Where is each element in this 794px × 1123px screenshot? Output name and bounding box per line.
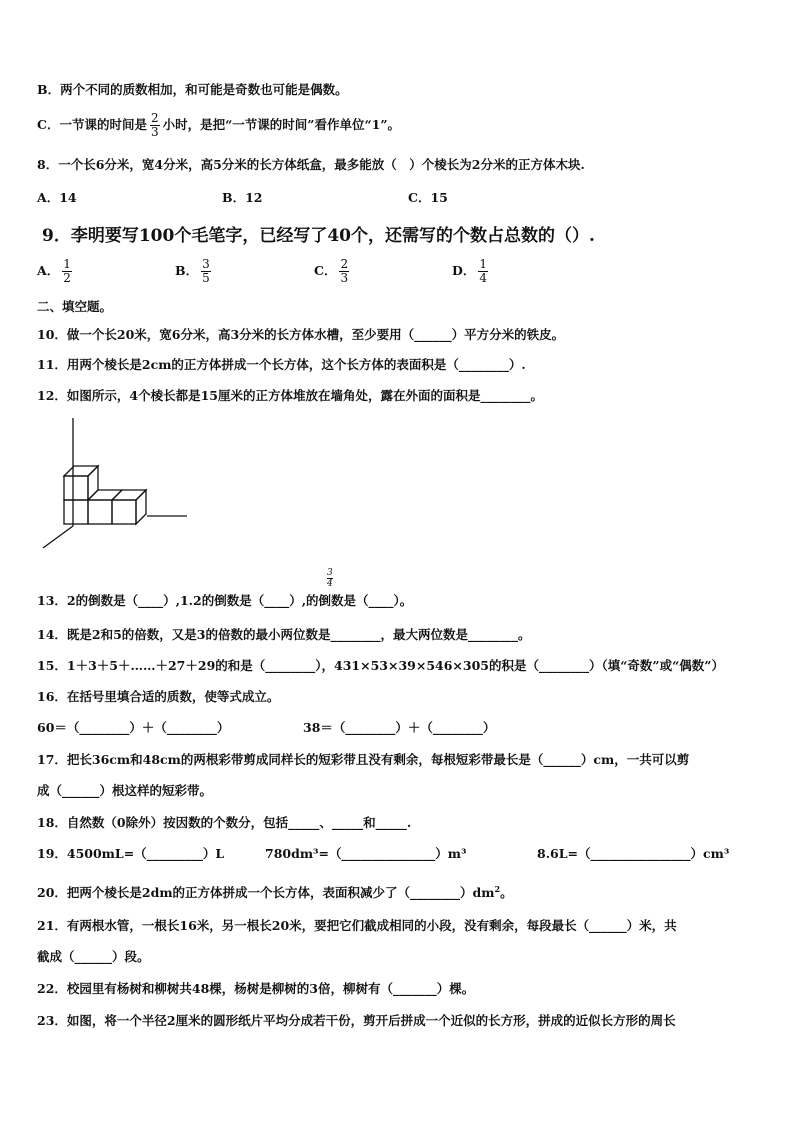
- question-17-line1: 17．把长36cm和48cm的两根彩带剪成同样长的短彩带且没有剩余，每根短彩带最长是（______）cm，一共可以剪: [37, 752, 690, 767]
- question-13: [37, 593, 412, 609]
- question-23: 23．如图，将一个半径2厘米的圆形纸片平均分成若干份，剪开后拼成一个近似的长方形，拼成的近似长方形的周长: [37, 1013, 676, 1028]
- fraction-numerator: 2: [150, 111, 159, 125]
- q13-part-a: 13．2的倒数是（____）,1.2的倒数是（____）,: [37, 593, 307, 608]
- question-10: 10．做一个长20米，宽6分米，高3分米的长方体水槽，至少要用（______）平方分米的铁皮。: [37, 327, 565, 342]
- q13-mini-denominator: 4: [327, 579, 333, 589]
- q9-option-c-label: C．: [314, 263, 337, 278]
- q9-option-a-label: A．: [37, 263, 60, 278]
- q9-a-denominator: 2: [63, 271, 71, 285]
- option-c-suffix: 小时，是把“一节课的时间”看作单位“1”。: [162, 117, 401, 132]
- q9-option-b[interactable]: [175, 258, 214, 285]
- q13-small-fraction: [327, 568, 333, 589]
- question-14: 14．既是2和5的倍数，又是3的倍数的最小两位数是________，最大两位数是________。: [37, 627, 531, 642]
- q20-text: 20．把两个棱长是2dm的正方体拼成一个长方体，表面积减少了（________）dm: [37, 885, 495, 901]
- bottom-row-side-face: [136, 490, 146, 524]
- q9-d-numerator: 1: [479, 257, 487, 271]
- question-15: 15．1＋3＋5＋……＋27＋29的和是（________），431×53×39×546×305的积是（________）（填“奇数”或“偶数”）: [37, 658, 725, 673]
- q13-part-b: 的倒数是（____）。: [306, 593, 413, 608]
- q8-option-c[interactable]: C．15: [408, 190, 448, 205]
- question-8: 8．一个长6分米，宽4分米，高5分米的长方体纸盒，最多能放（ ）个棱长为2分米的正方体木块.: [37, 157, 585, 172]
- question-18: 18．自然数（0除外）按因数的个数分，包括_____、_____和_____.: [37, 815, 412, 830]
- q8-option-a[interactable]: A．14: [37, 190, 77, 205]
- q16-equation-a: 60＝（________）＋（________）: [37, 720, 230, 735]
- option-c-prefix: C．一节课的时间是: [37, 117, 147, 132]
- question-20: [37, 881, 513, 901]
- question-22: 22．校园里有杨树和柳树共48棵，杨树是柳树的3倍，柳树有（_______）棵。: [37, 981, 475, 996]
- option-b-line: B．两个不同的质数相加，和可能是奇数也可能是偶数。: [37, 82, 348, 97]
- q19-part-b: 780dm³=（_______________）m³: [265, 846, 467, 861]
- q9-a-numerator: 1: [63, 257, 71, 271]
- fraction-two-thirds: [150, 112, 160, 139]
- section-fill-in-title: 二、填空题。: [37, 299, 113, 314]
- cube-corner-figure: [37, 418, 197, 553]
- q9-c-denominator: 3: [340, 271, 349, 285]
- question-21-line2: 截成（______）段。: [37, 949, 150, 964]
- bottom-cube-2: [88, 500, 112, 524]
- question-21-line1: 21．有两根水管，一根长16米，另一根长20米，要把它们截成相同的小段，没有剩余，每段最长（______）米，共: [37, 918, 677, 933]
- q9-option-d-label: D．: [452, 263, 476, 278]
- q9-option-d[interactable]: [452, 258, 491, 285]
- q9-b-numerator: 3: [202, 257, 210, 271]
- fraction-denominator: 3: [150, 125, 159, 139]
- question-9: 9．李明要写100个毛笔字，已经写了40个，还需写的个数占总数的（）.: [42, 226, 595, 246]
- q9-c-numerator: 2: [340, 257, 349, 271]
- q20-exponent: 2: [494, 884, 501, 894]
- question-11: 11．用两个棱长是2cm的正方体拼成一个长方体，这个长方体的表面积是（________）.: [37, 357, 526, 372]
- question-12: 12．如图所示，4个棱长都是15厘米的正方体堆放在墙角处，露在外面的面积是________。: [37, 388, 543, 403]
- top-cube-front-face: [64, 476, 88, 500]
- wall-diagonal-line: [43, 526, 73, 548]
- question-16: 16．在括号里填合适的质数，使等式成立。: [37, 689, 280, 704]
- q9-option-b-label: B．: [175, 263, 199, 278]
- question-17-line2: 成（______）根这样的短彩带。: [37, 783, 213, 798]
- q9-option-c[interactable]: [314, 258, 352, 285]
- q9-d-denominator: 4: [479, 271, 487, 285]
- bottom-cube-1: [64, 500, 88, 524]
- q19-part-a: 19．4500mL=（_________）L: [37, 846, 225, 861]
- option-c-line: [37, 112, 400, 139]
- q20-end: 。: [500, 885, 513, 901]
- q8-option-b[interactable]: B．12: [222, 190, 263, 205]
- q19-part-c: 8.6L=（________________）cm³: [537, 846, 730, 861]
- q13-mini-numerator: 3: [327, 568, 333, 578]
- bottom-cube-3: [112, 500, 136, 524]
- q16-equation-b: 38＝（________）＋（________）: [303, 720, 496, 735]
- q9-b-denominator: 5: [202, 271, 210, 285]
- q9-option-a[interactable]: [37, 258, 75, 285]
